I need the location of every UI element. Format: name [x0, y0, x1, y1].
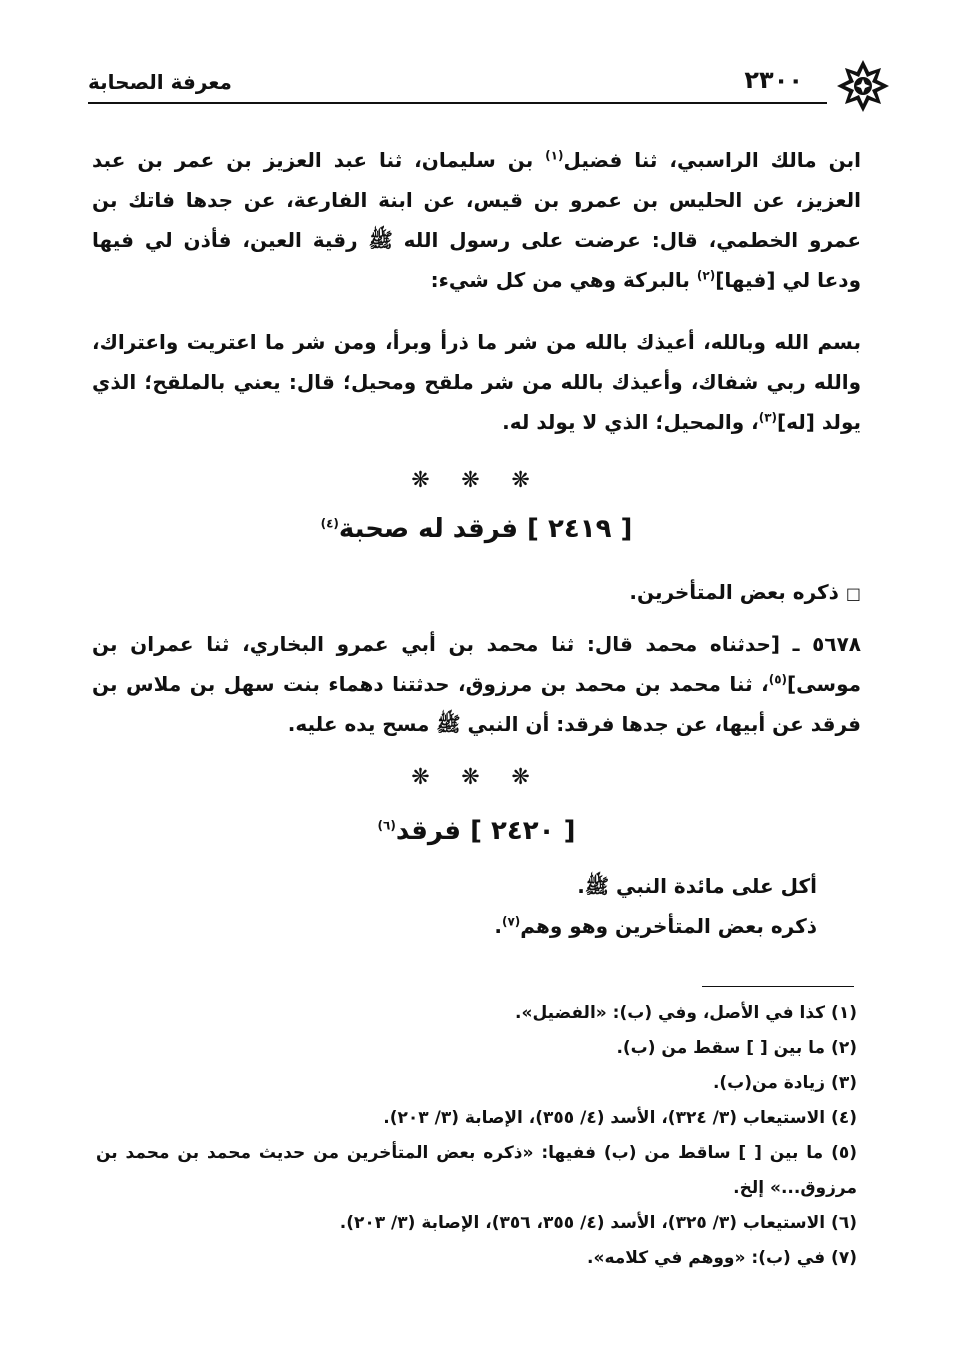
footnote-item [96, 1031, 857, 1066]
footnotes [96, 996, 857, 1276]
footnote-item [96, 1136, 857, 1206]
footnote-number: (٣) [831, 1073, 857, 1093]
footnote-item [96, 1066, 857, 1101]
entry-line-text: ذكره بعض المتأخرين وهو وهم [520, 914, 817, 938]
running-title: معرفة الصحابة [88, 70, 232, 94]
narration-text: بن سليمان، ثنا عبد العزيز بن عمر بن عبد العزيز، عن الحليس بن عمرو بن قيس، عن ابنة الفارعة، عن جدها فاتك بن عمرو الخطمي، قال: عرضت على رسول الله ﷺ رقية العين، فأذن لي فيها ودعا لي [فيها] [92, 148, 861, 292]
footnote-item [96, 996, 857, 1031]
footnote-text: ما بين [ ] ساقط من (ب) ففيها: «ذكره بعض المتأخرين من حديث محمد بن محمد بن مرزوق...» إلخ. [96, 1143, 857, 1198]
header-rule [88, 102, 827, 104]
page-number: ٢٣٠٠ [744, 66, 803, 94]
footnote-ref: (٤) [320, 516, 339, 531]
entry-line [92, 906, 817, 946]
footnote-rule [702, 986, 854, 987]
footnote-ref: (٥) [768, 672, 788, 687]
ruqya-text: بسم الله وبالله، أعيذك بالله من شر ما ذرأ وبرأ، ومن شر ما اعتريت واعتراك، والله ربي شفاك، وأعيذك بالله من شر ملقح ومحيل؛ قال: يعني بالملقح؛ الذي يولد [له] [92, 330, 861, 434]
page-header [88, 60, 861, 108]
hadith-text: ، ثنا محمد بن محمد بن مرزوق، حدثتنا دهماء بنت سهل بن ملاس بن فرقد عن أبيها، عن جدها فرقد: أن النبي ﷺ مسح يده عليه. [92, 672, 861, 736]
footnote-item [96, 1206, 857, 1241]
octagon-ornament-icon [835, 58, 891, 114]
note-text: ذكره بعض المتأخرين. [629, 580, 846, 604]
footnote-ref: (٣) [758, 410, 777, 425]
footnote-text: ما بين [ ] سقط من (ب). [616, 1038, 826, 1058]
paragraph-narration [92, 140, 861, 300]
entry-body [92, 866, 817, 946]
square-marker-icon: □ [845, 584, 861, 603]
footnote-number: (١) [831, 1003, 857, 1023]
ruqya-text: ، والمحيل؛ الذي لا يولد له. [502, 410, 759, 434]
entry-note [92, 572, 861, 614]
hadith-paragraph [92, 624, 861, 744]
narration-text: بالبركة وهي من كل شيء: [430, 268, 697, 292]
entry-heading [92, 816, 861, 846]
entry-line-end: . [494, 914, 502, 938]
footnote-number: (٦) [831, 1213, 857, 1233]
paragraph-ruqya [92, 322, 861, 442]
footnote-text: كذا في الأصل، وفي (ب): «الفضيل». [515, 1003, 826, 1023]
footnote-number: (٧) [831, 1248, 857, 1268]
footnote-number: (٢) [831, 1038, 857, 1058]
footnote-ref: (٦) [377, 818, 396, 833]
section-separator: ❋ ❋ ❋ [411, 765, 542, 790]
footnote-ref: (٧) [501, 914, 521, 929]
entry-title: [ ٢٤٢٠ ] فرقد [395, 816, 576, 846]
footnote-ref: (١) [545, 148, 564, 163]
footnote-ref: (٢) [696, 268, 716, 283]
entry-heading [92, 514, 861, 544]
footnote-number: (٤) [831, 1108, 857, 1128]
hadith-text: ٥٦٧٨ ـ [حدثناه محمد قال: ثنا محمد بن أبي عمرو البخاري، ثنا عمران بن موسى] [92, 632, 861, 696]
footnote-text: في (ب): «ووهم في كلامه». [587, 1248, 826, 1268]
footnote-text: زيادة من(ب). [712, 1073, 826, 1093]
entry-title: [ ٢٤١٩ ] فرقد له صحبة [338, 514, 633, 544]
footnote-number: (٥) [831, 1143, 858, 1163]
footnote-item [96, 1101, 857, 1136]
footnote-text: الاستيعاب (٣/ ٣٢٤)، الأسد (٤/ ٣٥٥)، الإصابة (٣/ ٢٠٣). [383, 1108, 826, 1128]
narration-text: ابن مالك الراسبي، ثنا فضيل [563, 148, 861, 172]
entry-line: أكل على مائدة النبي ﷺ. [577, 874, 817, 898]
footnote-item [96, 1241, 857, 1276]
section-separator: ❋ ❋ ❋ [411, 468, 542, 493]
footnote-text: الاستيعاب (٣/ ٣٢٥)، الأسد (٤/ ٣٥٥، ٣٥٦)، الإصابة (٣/ ٢٠٣). [339, 1213, 826, 1233]
